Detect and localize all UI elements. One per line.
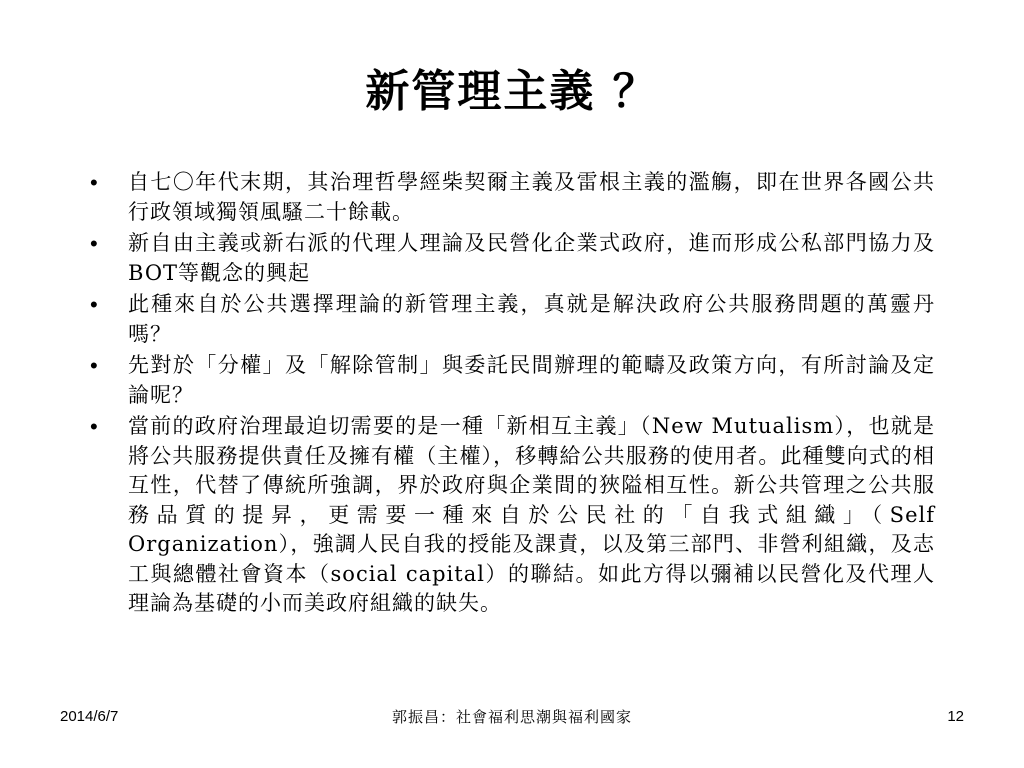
- bullet-list: [90, 168, 935, 621]
- bullet-dot-icon: •: [90, 292, 99, 317]
- footer-title: 郭振昌：社會福利思潮與福利國家: [391, 708, 632, 726]
- bullet-text: 當前的政府治理最迫切需要的是一種「新相互主義」（New Mutualism），也就是將公共服務提供責任及擁有權（主權），移轉給公共服務的使用者。此種雙向式的相互性，代替了傳統所強調，界於政府與企業間的狹隘相互性。新公共管理之公共服務品質的提昇，更需要一種來自於公民社的「自我式組織」（Self Organization），強調人民自我的授能及課責，以及第三部門、非營利組織，及志工與總體社會資本（social capital）的聯結。如此方得以彌補以民營化及代理人理論為基礎的小而美政府組織的缺失。: [128, 414, 935, 615]
- slide-title: 新管理主義 ？: [365, 66, 659, 117]
- bullet-item: [90, 351, 935, 410]
- footer-date: 2014/6/7: [60, 708, 119, 725]
- bullet-item: [90, 229, 935, 288]
- bullet-text: 自七〇年代末期，其治理哲學經柴契爾主義及雷根主義的濫觴，即在世界各國公共行政領域獨領風騷二十餘載。: [128, 170, 935, 224]
- bullet-item: [90, 290, 935, 349]
- bullet-item: [90, 168, 935, 227]
- bullet-dot-icon: •: [90, 170, 99, 195]
- page-number: 12: [947, 708, 964, 725]
- bullet-item: [90, 412, 935, 619]
- bullet-dot-icon: •: [90, 353, 99, 378]
- bullet-dot-icon: •: [90, 231, 99, 256]
- bullet-text: 此種來自於公共選擇理論的新管理主義，真就是解決政府公共服務問題的萬靈丹嗎？: [128, 292, 935, 346]
- bullet-text: 先對於「分權」及「解除管制」與委託民間辦理的範疇及政策方向，有所討論及定論呢？: [128, 353, 935, 407]
- bullet-text: 新自由主義或新右派的代理人理論及民營化企業式政府，進而形成公私部門協力及BOT等觀念的興起: [128, 231, 935, 285]
- bullet-dot-icon: •: [90, 414, 99, 439]
